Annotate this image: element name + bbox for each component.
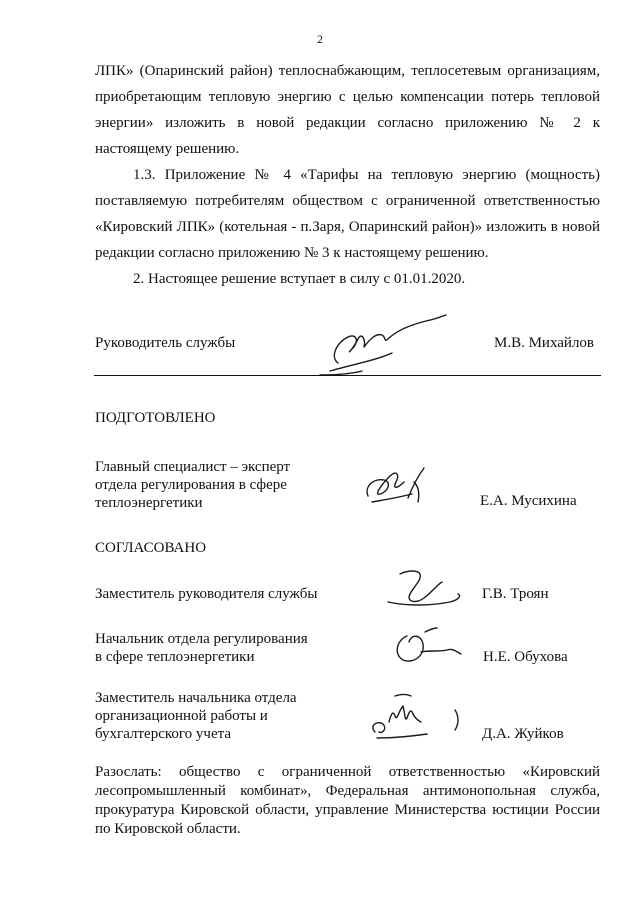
distribution-list: Разослать: общество с ограниченной ответственностью «Кировский лесопромышленный комбинат», Федеральная антимонопольная служба, прокуратура Кировской области, управление Министерства юстиции России по Кировской области. [95, 764, 600, 837]
head-signature-icon [300, 305, 460, 385]
head-title: Руководитель службы [95, 335, 236, 351]
signer-2-role-line-2: в сфере теплоэнергетики [95, 649, 255, 665]
signature-rule [94, 375, 601, 376]
paragraph-appendix-2: ЛПК» (Опаринский район) теплоснабжающим, теплосетевым организациям, приобретающим тепловую энергию с целью компенсации потерь тепловой энергии» изложить в новой редакции согласно приложению № 2 к настоящему решению. [95, 63, 600, 157]
prepared-name: Е.А. Мусихина [480, 493, 577, 509]
prepared-role-line-3: теплоэнергетики [95, 495, 203, 511]
prepared-role-line-2: отдела регулирования в сфере [95, 477, 287, 493]
signer-3-role-line-3: бухгалтерского учета [95, 726, 232, 742]
signer-3-name: Д.А. Жуйков [482, 726, 564, 742]
prepared-heading: ПОДГОТОВЛЕНО [95, 410, 216, 426]
signer-3-role-line-2: организационной работы и [95, 708, 268, 724]
signer-1-role: Заместитель руководителя службы [95, 586, 318, 602]
signer-2-role-line-1: Начальник отдела регулирования [95, 631, 308, 647]
paragraph-1-3: 1.3. Приложение № 4 «Тарифы на тепловую энергию (мощность) поставляемую потребителям обществом с ограниченной ответственностью «Кировский ЛПК» (котельная - п.Заря, Опаринский район)» изложить в новой редакции согласно приложению № 3 к настоящему решению. [95, 167, 600, 261]
signer-1-name: Г.В. Троян [482, 586, 549, 602]
signer-2-name: Н.Е. Обухова [483, 649, 568, 665]
signer-3-role-line-1: Заместитель начальника отдела [95, 690, 297, 706]
head-name: М.В. Михайлов [494, 335, 595, 351]
page-number: 2 [317, 32, 323, 46]
signer-1-signature-icon [380, 562, 480, 617]
signer-3-signature-icon [355, 688, 480, 748]
prepared-signature-icon [350, 458, 460, 518]
paragraph-2: 2. Настоящее решение вступает в силу с 01.01.2020. [133, 271, 466, 287]
agreed-heading: СОГЛАСОВАНО [95, 540, 207, 556]
prepared-role-line-1: Главный специалист – эксперт [95, 459, 291, 475]
signer-2-signature-icon [385, 622, 480, 672]
